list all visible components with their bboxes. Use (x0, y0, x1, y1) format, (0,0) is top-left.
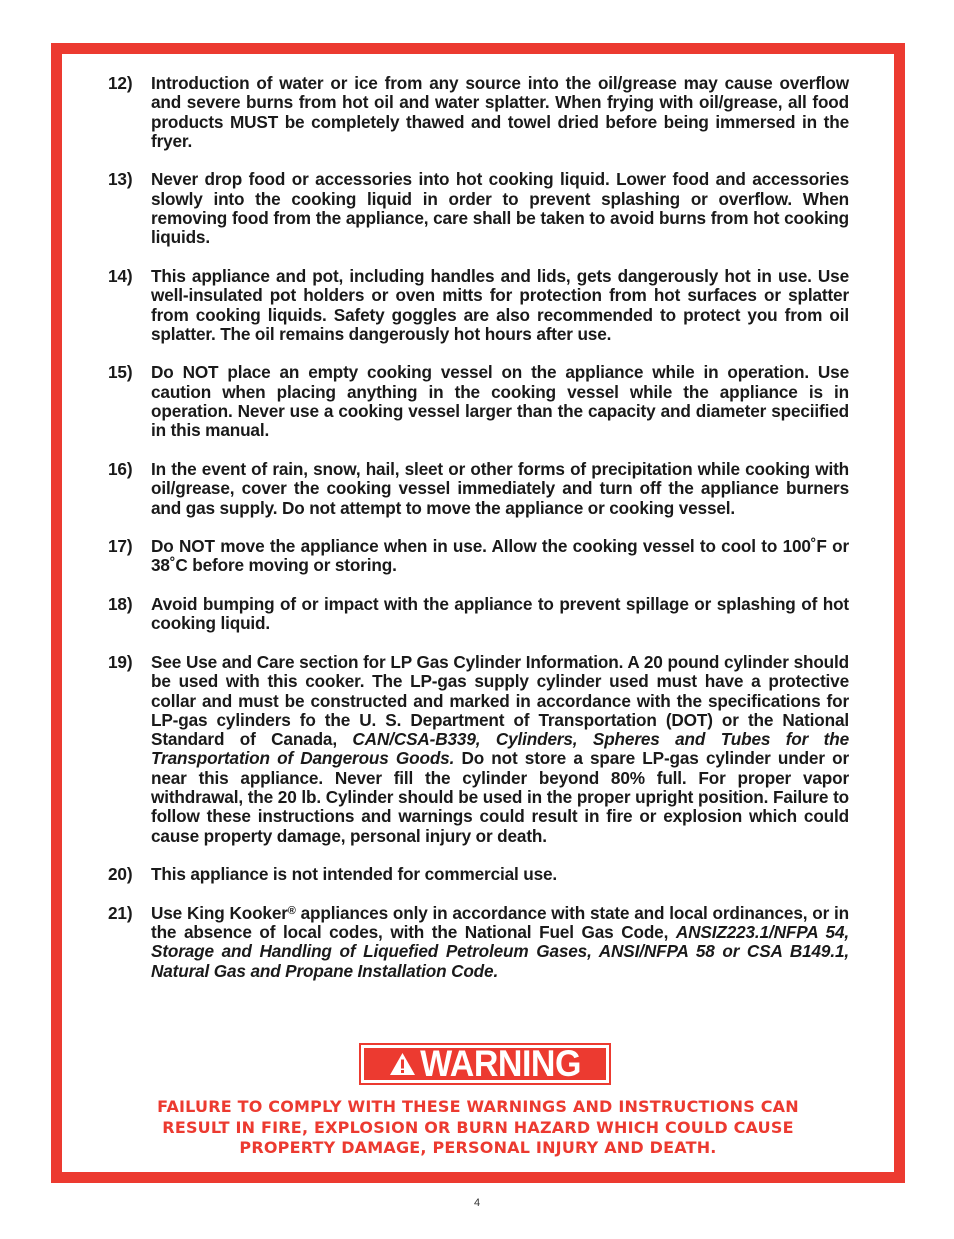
item-text: Never drop food or accessories into hot cooking liquid. Lower food and accessories slowly into the cooking liquid in order to prevent splashing or overflow. When removing food from the appliance, care shall be taken to avoid burns from hot cooking liquids. (151, 169, 849, 248)
list-item (108, 904, 849, 981)
item-number: 14) (108, 265, 133, 286)
warning-message-line: RESULT IN FIRE, EXPLOSION OR BURN HAZARD WHICH COULD CAUSE (162, 1117, 794, 1137)
warning-label-banner (364, 1043, 606, 1085)
item-number: 21) (108, 902, 133, 923)
warning-border-frame (51, 43, 905, 1183)
item-number: 17) (108, 536, 133, 557)
warning-label (359, 1043, 611, 1085)
item-text: Avoid bumping of or impact with the appliance to prevent spillage or splashing of hot cooking liquid. (151, 594, 849, 634)
item-number: 18) (108, 594, 133, 615)
item-text: Do NOT move the appliance when in use. Allow the cooking vessel to cool to 100˚F or 38˚C before moving or storing. (151, 536, 849, 576)
list-item (108, 170, 849, 247)
safety-instructions-list (108, 74, 849, 1000)
warning-message (82, 1097, 874, 1159)
item-number: 20) (108, 864, 133, 885)
standard-citation: CAN/CSA-B339, Cylinders, Spheres and Tubes for the Transportation of Dangerous Goods. (151, 729, 849, 769)
item-number: 15) (108, 362, 133, 383)
standard-citation: ANSIZ223.1/NFPA 54, Storage and Handling of Liquefied Petroleum Gases, ANSI/NFPA 58 or CSA B149.1, Natural Gas and Propane Installation Code. (151, 922, 849, 981)
warning-triangle-icon (389, 1052, 416, 1076)
item-number: 19) (108, 651, 133, 672)
item-text: Introduction of water or ice from any source into the oil/grease may cause overflow and severe burns from hot oil and water splatter. When frying with oil/grease, all food products MUST be completely thawed and towel dried before being immersed in the fryer. (151, 73, 849, 151)
list-item (108, 74, 849, 151)
warning-title: WARNING (420, 1043, 581, 1085)
warning-message-line: FAILURE TO COMPLY WITH THESE WARNINGS AND INSTRUCTIONS CAN (157, 1097, 799, 1116)
warning-message-line: PROPERTY DAMAGE, PERSONAL INJURY AND DEATH. (239, 1138, 717, 1157)
registered-mark: ® (287, 904, 296, 917)
list-item (108, 595, 849, 634)
page-number: 4 (473, 1197, 481, 1209)
item-number: 12) (108, 73, 133, 93)
item-text (151, 653, 849, 846)
item-text: Do NOT place an empty cooking vessel on the appliance while in operation. Use caution when placing anything in the cooking vessel while the appliance is in operation. Never use a cooking vessel larger than the capacity and diameter speciified in this manual. (151, 362, 849, 441)
list-item (108, 865, 849, 884)
list-item (108, 653, 849, 846)
item-text: This appliance and pot, including handles and lids, gets dangerously hot in use. Use well-insulated pot holders or oven mitts for protection from hot surfaces or splatter from cooking liquids. Safety goggles are also recommended to protect you from oil splatter. The oil remains dangerously hot hours after use. (151, 265, 849, 344)
item-text (151, 904, 849, 981)
warning-content-area (60, 52, 896, 1174)
item-text: This appliance is not intended for commercial use. (151, 864, 558, 885)
list-item (108, 363, 849, 440)
list-item (108, 537, 849, 576)
list-item (108, 460, 849, 518)
item-number: 16) (108, 458, 133, 479)
item-text-part: appliances only in accordance with state and local ordinances, or in the absence of local codes, with the National Fuel Gas Code, (151, 902, 850, 943)
item-number: 13) (108, 169, 133, 190)
item-text: In the event of rain, snow, hail, sleet or other forms of precipitation while cooking with oil/grease, cover the cooking vessel immediately and turn off the appliance burners and gas supply. Do not attempt to move the appliance or cooking vessel. (151, 458, 849, 518)
list-item (108, 267, 849, 344)
item-text-part: See Use and Care section for LP Gas Cylinder Information. A 20 pound cylinder should be used with this cooker. The LP-gas supply cylinder used must have a protective collar and must be constructed and marked in accordance with the specifications for LP-gas cylinders fo the U. S. Department of Transportation (DOT) or the National Standard of Canada, (151, 651, 849, 750)
item-text-part: Do not store a spare LP-gas cylinder under or near this appliance. Never fill the cylinder beyond 80% full. For proper vapor withdrawal, the 20 lb. Cylinder should be used in the proper upright position. Failure to follow these instructions and warnings could result in fire or explosion which could cause property damage, personal injury or death. (151, 748, 850, 846)
item-text-part: Use King Kooker (151, 902, 288, 923)
